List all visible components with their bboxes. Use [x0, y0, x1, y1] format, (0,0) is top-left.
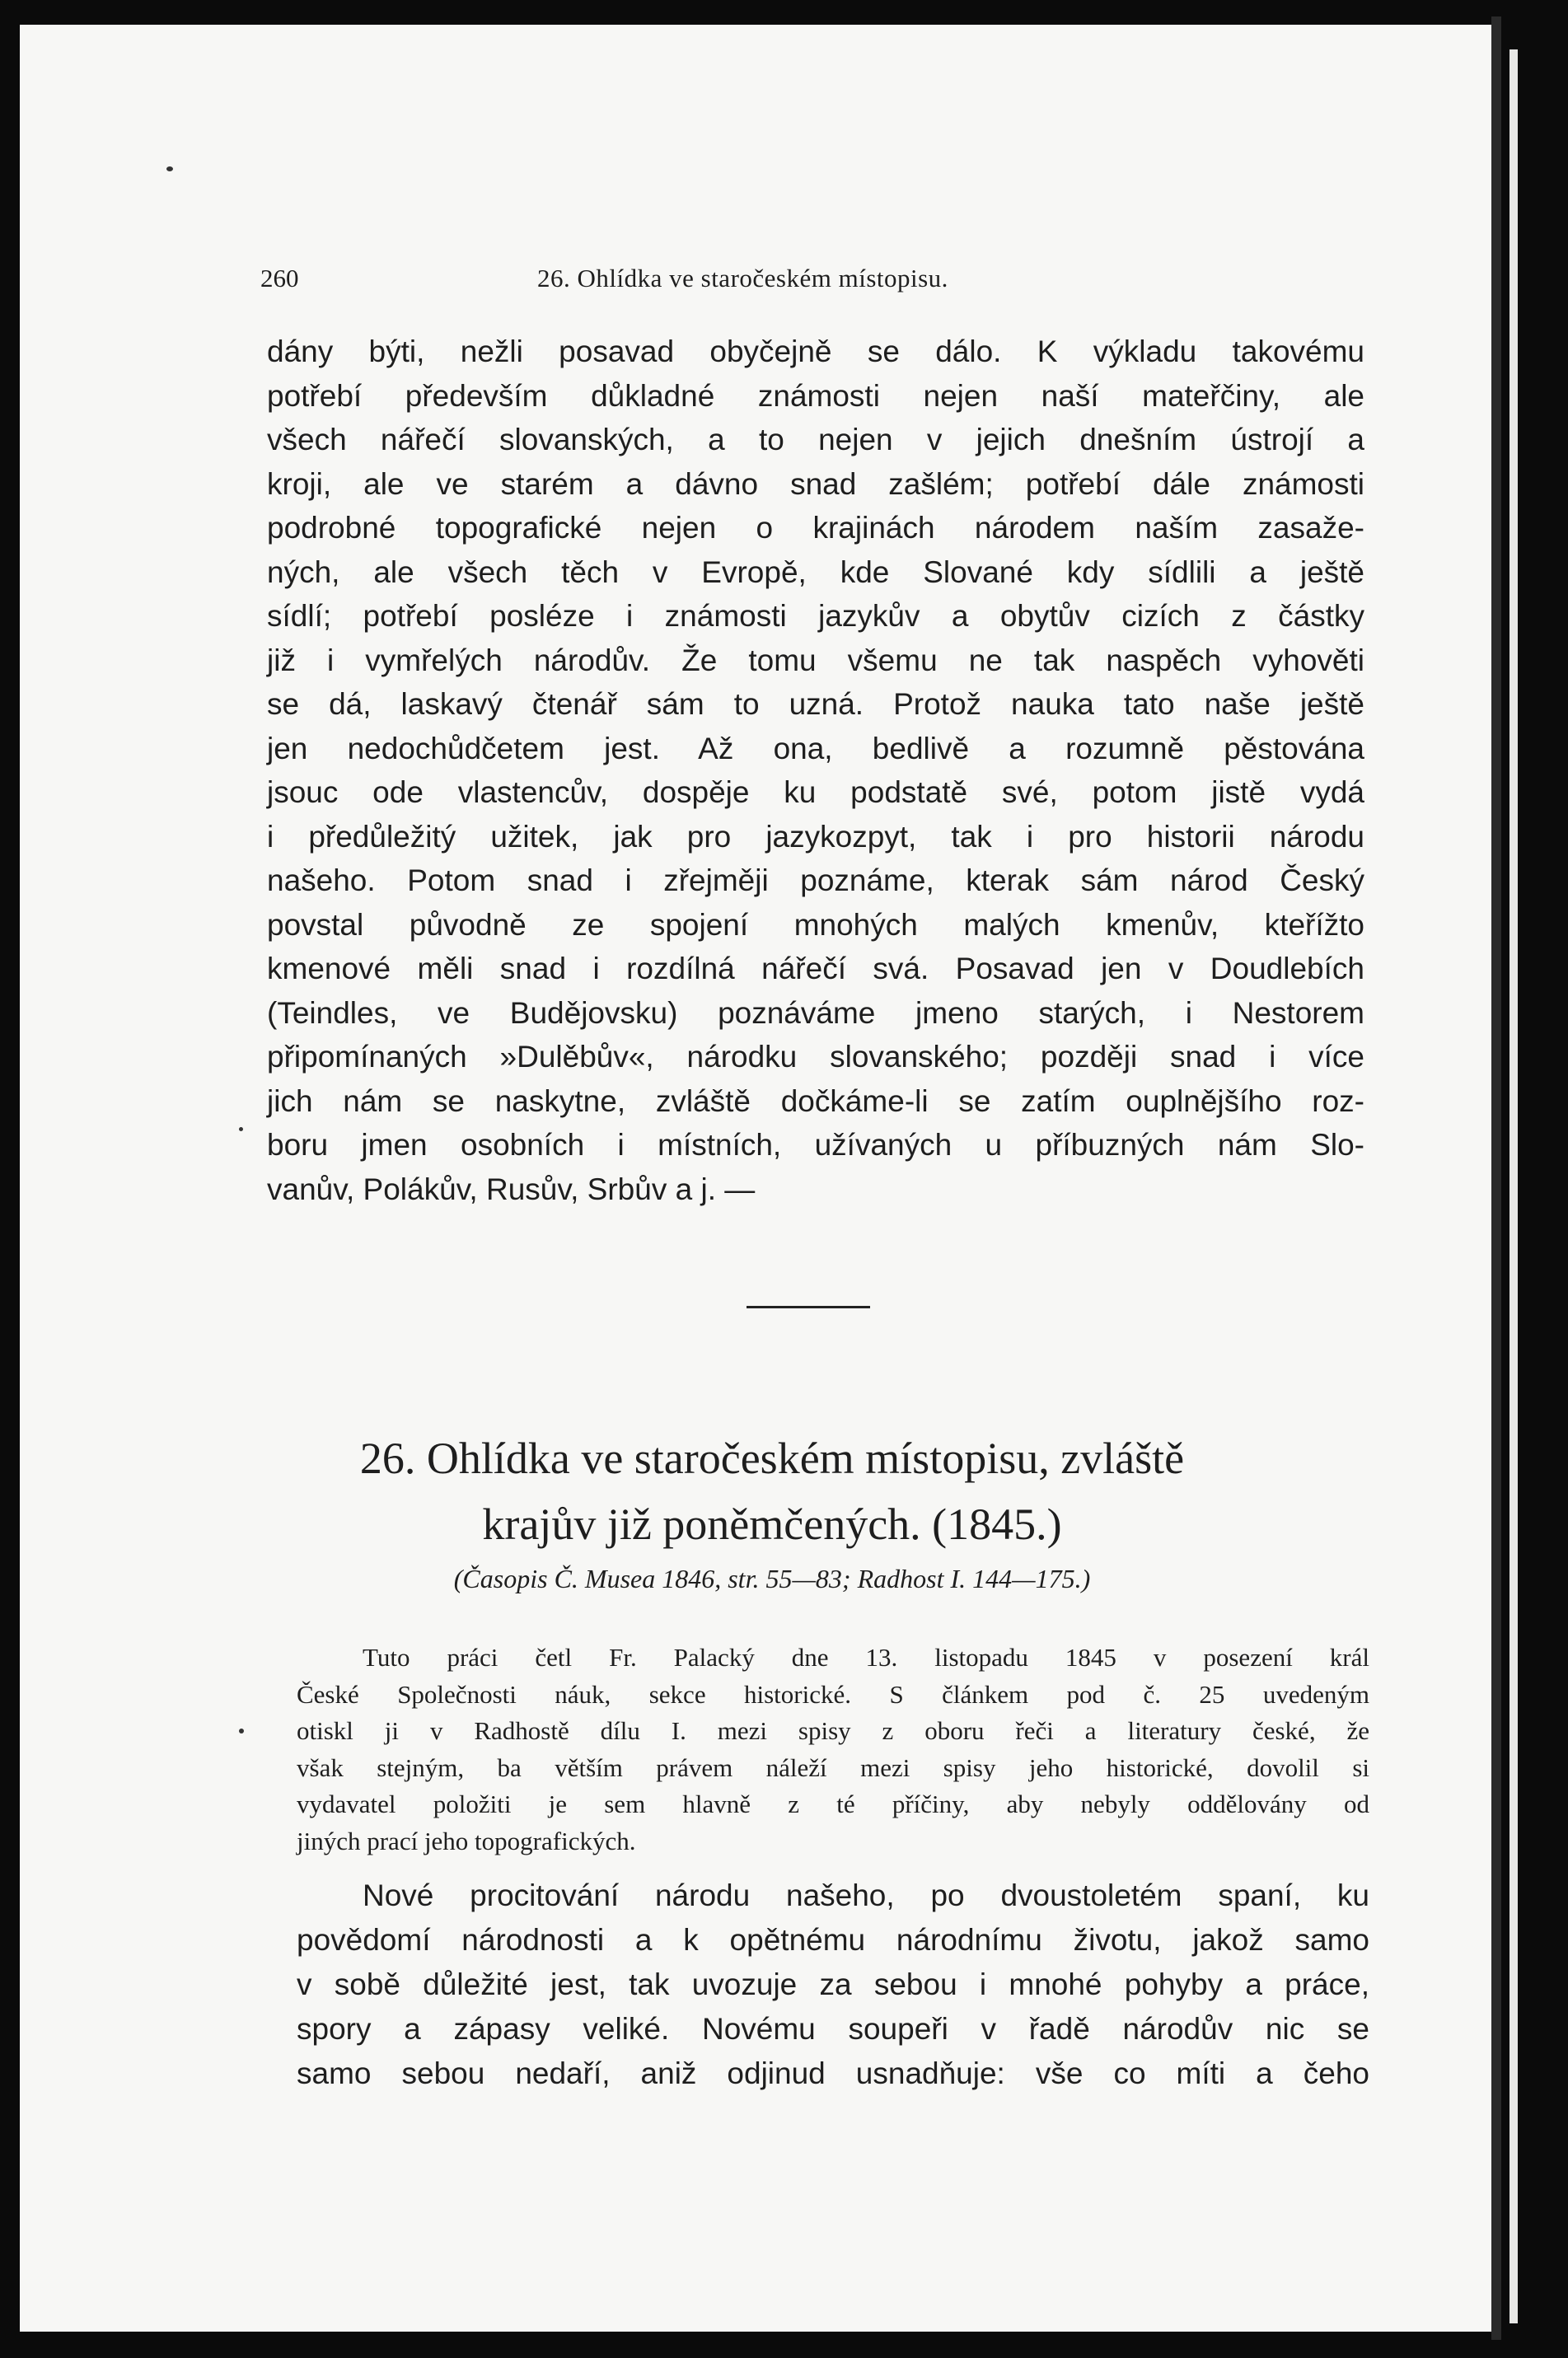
book-page	[20, 25, 1500, 2332]
note-line: jiných prací jeho topografických.	[297, 1826, 636, 1855]
text-line: jich nám se naskytne, zvláště dočkáme-li se zatím ouplnějšího roz-	[267, 1083, 1364, 1118]
body-text	[267, 330, 1364, 1211]
text-line: povstal původně ze spojení mnohých malých kmenův, kteřížto	[267, 907, 1364, 942]
note-line: České Společnosti náuk, sekce historické. S článkem pod č. 25 uvedeným	[297, 1679, 1369, 1709]
print-speck	[239, 1729, 244, 1733]
running-title: 26. Ohlídka ve staročeském místopisu.	[537, 264, 948, 292]
text-line: připomínaných »Dulěbův«, národku slovanského; později snad i více	[267, 1040, 1364, 1074]
text-line: ných, ale všech těch v Evropě, kde Slované kdy sídlili a ještě	[267, 554, 1364, 589]
section-title-line: krajův již poněmčených. (1845.)	[482, 1499, 1062, 1549]
print-speck	[239, 1127, 243, 1131]
text-line: kmenové měli snad i rozdílná nářečí svá. Posavad jen v Doudlebích	[267, 952, 1364, 985]
text-line: jsouc ode vlastencův, dospěje ku podstatě své, potom jistě vydá	[267, 775, 1364, 809]
next-page-edge	[1509, 49, 1518, 2323]
note-line: Tuto práci četl Fr. Palacký dne 13. listopadu 1845 v posezení král	[363, 1643, 1369, 1672]
text-line: samo sebou nedaří, aniž odjinud usnadňuje: vše co míti a čeho	[297, 2056, 1369, 2090]
text-line: povědomí národnosti a k opětnému národnímu životu, jakož samo	[297, 1923, 1369, 1957]
running-head	[20, 264, 1500, 305]
print-speck	[166, 166, 173, 171]
note-line: vydavatel položiti je sem hlavně z té příčiny, aby nebyly oddělovány od	[297, 1790, 1369, 1818]
text-line: našeho. Potom snad i zřejměji poznáme, kterak sám národ Český	[267, 863, 1364, 897]
section-divider-rule	[747, 1306, 870, 1308]
editor-note	[297, 1640, 1369, 1860]
text-line: již i vymřelých národův. Že tomu všemu ne tak naspěch vyhověti	[267, 643, 1364, 677]
text-line: potřebí především důkladné známosti nejen naší mateřčiny, ale	[267, 378, 1364, 413]
text-line: Nové procitování národu našeho, po dvoustoletém spaní, ku	[363, 1878, 1369, 1912]
text-line: kroji, ale ve starém a dávno snad zašlém; potřebí dále známosti	[267, 466, 1364, 501]
text-line: podrobné topografické nejen o krajinách národem naším zasaže-	[267, 511, 1364, 545]
page-gutter-shadow	[1491, 16, 1501, 2340]
text-line: spory a zápasy veliké. Novému soupeři v řadě národův nic se	[297, 2012, 1369, 2046]
text-line: jen nedochůdčetem jest. Až ona, bedlivě a rozumně pěstována	[267, 731, 1364, 765]
text-line: se dá, laskavý čtenář sám to uzná. Protož nauka tato naše ještě	[267, 687, 1364, 721]
text-line: (Teindles, ve Budějovsku) poznáváme jmeno starých, i Nestorem	[267, 995, 1364, 1030]
text-line: boru jmen osobních i místních, užívaných u příbuzných nám Slo-	[267, 1128, 1364, 1162]
note-line: však stejným, ba větším právem náleží mezi spisy jeho historické, dovolil si	[297, 1752, 1369, 1782]
note-line: otiskl ji v Radhostě dílu I. mezi spisy z oboru řeči a literatury české, že	[297, 1716, 1369, 1745]
source-citation: (Časopis Č. Musea 1846, str. 55—83; Radhost I. 144—175.)	[453, 1564, 1091, 1593]
essay-opening	[297, 1874, 1369, 2096]
section-title	[20, 1425, 1500, 1557]
text-line: dány býti, nežli posavad obyčejně se dálo. K výkladu takovému	[267, 335, 1364, 368]
text-line: všech nářečí slovanských, a to nejen v jejich dnešním ústrojí a	[267, 423, 1364, 456]
text-line: vanův, Polákův, Rusův, Srbův a j. —	[267, 1172, 756, 1206]
page-number: 260	[260, 264, 299, 292]
text-line: sídlí; potřebí posléze i známosti jazykův a obytův cizích z částky	[267, 599, 1364, 633]
text-line: i předůležitý užitek, jak pro jazykozpyt, tak i pro historii národu	[267, 819, 1364, 854]
section-title-line: 26. Ohlídka ve staročeském místopisu, zvláště	[359, 1434, 1185, 1483]
text-line: v sobě důležité jest, tak uvozuje za sebou i mnohé pohyby a práce,	[297, 1967, 1369, 2001]
